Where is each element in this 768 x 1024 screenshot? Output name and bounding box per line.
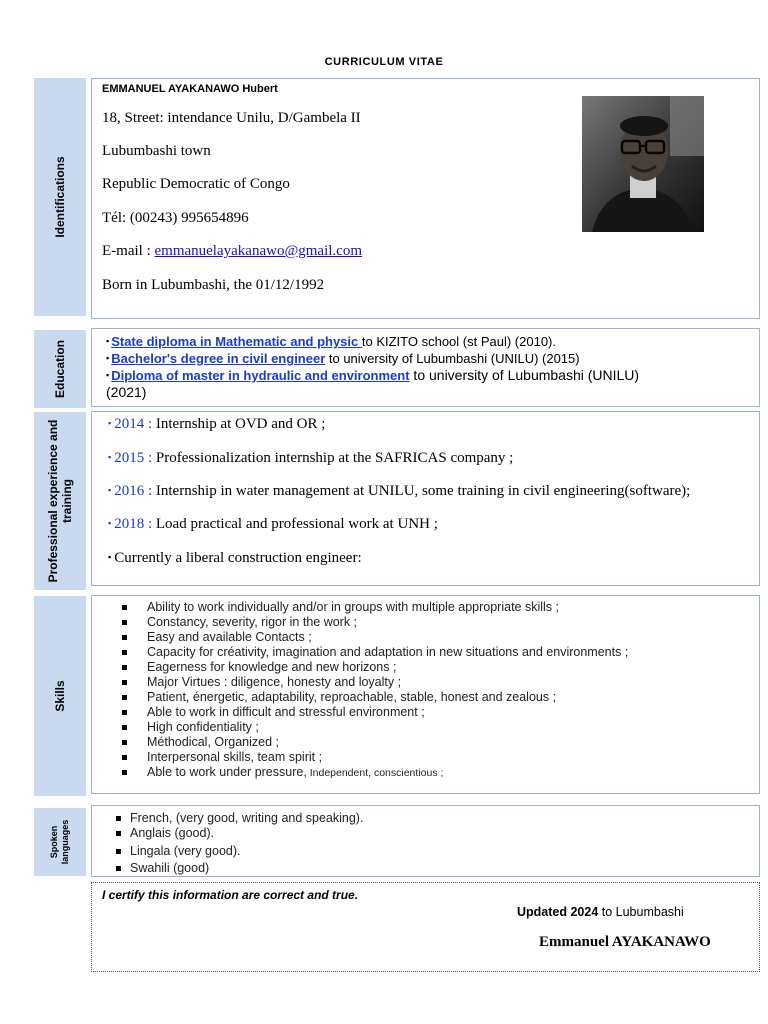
education-item: ▪ Bachelor's degree in civil engineer to university of Lubumbashi (UNILU) (2015): [106, 351, 580, 366]
updated-line: Updated 2024 to Lubumbashi: [517, 905, 684, 919]
experience-item: ▪ 2016 : Internship in water management at UNILU, some training in civil engineering(software);: [108, 483, 691, 499]
experience-item: ▪ 2018 : Load practical and professional work at UNH ;: [108, 516, 438, 532]
skills-box: Ability to work individually and/or in groups with multiple appropriate skills ; Constancy, severity, rigor in the work ; Easy and available Contacts ; Capacity for créativity, imagination and adaptation in new situations and environments ; Eagerness for knowledge and new horizons ; Major Virtues : diligence, honesty and loyalty ; Patient, énergetic, adaptability, reproachable, stable, honest and zealous ; Able to work in difficult and stressful environment ; High confidentiality ; Méthodical, Organized ; Interpersonal skills, team spirit ; Able to work under pressure, Independent, conscientious ;: [91, 595, 760, 794]
education-box: [91, 328, 760, 407]
education-item-year: (2021): [106, 384, 147, 400]
sidebar-education: [34, 330, 86, 408]
email-line: [102, 243, 362, 260]
email-link[interactable]: emmanuelayakanawo@gmail.com: [154, 243, 362, 259]
certification-box: [91, 882, 760, 972]
section-label-experience: Professional experience and training: [46, 419, 74, 583]
experience-item: ▪ Currently a liberal construction engineer:: [108, 550, 362, 566]
section-label-identifications: Identifications: [53, 156, 67, 238]
sidebar-experience: [34, 412, 86, 590]
country: Republic Democratic of Congo: [102, 176, 290, 192]
signature-name: Emmanuel AYAKANAWO: [539, 934, 711, 950]
phone: Tél: (00243) 995654896: [102, 210, 249, 226]
profile-photo: [582, 96, 704, 232]
degree-link[interactable]: Diploma of master in hydraulic and environment: [111, 368, 410, 383]
certification-statement: I certify this information are correct and true.: [102, 888, 359, 902]
sidebar-skills: [34, 596, 86, 796]
town: Lubumbashi town: [102, 143, 211, 159]
address: 18, Street: intendance Unilu, D/Gambela II: [102, 110, 361, 126]
degree-link[interactable]: State diploma in Mathematic and physic: [111, 334, 362, 349]
experience-item: ▪ 2014 : Internship at OVD and OR ;: [108, 416, 326, 432]
degree-link[interactable]: Bachelor's degree in civil engineer: [111, 351, 326, 366]
experience-item: ▪ 2015 : Professionalization internship at the SAFRICAS company ;: [108, 450, 514, 466]
document-title: CURRICULUM VITAE: [324, 56, 444, 68]
full-name: EMMANUEL AYAKANAWO Hubert: [102, 83, 278, 95]
section-label-skills: Skills: [53, 680, 67, 712]
education-item: ▪ Diploma of master in hydraulic and environment to university of Lubumbashi (UNILU): [106, 367, 640, 383]
sidebar-identifications: [34, 78, 86, 316]
languages-box: French, (very good, writing and speaking). Anglais (good). Lingala (very good). Swahili (good): [91, 805, 760, 877]
identifications-box: [91, 78, 760, 319]
email-label: E-mail :: [102, 243, 155, 259]
experience-box: [91, 411, 760, 586]
education-item: ▪ State diploma in Mathematic and physic to KIZITO school (st Paul) (2010).: [106, 334, 556, 349]
section-label-education: Education: [53, 339, 67, 399]
section-label-languages: Spoken languages: [49, 819, 70, 865]
birth-info: Born in Lubumbashi, the 01/12/1992: [102, 277, 325, 293]
sidebar-languages: [34, 808, 86, 876]
